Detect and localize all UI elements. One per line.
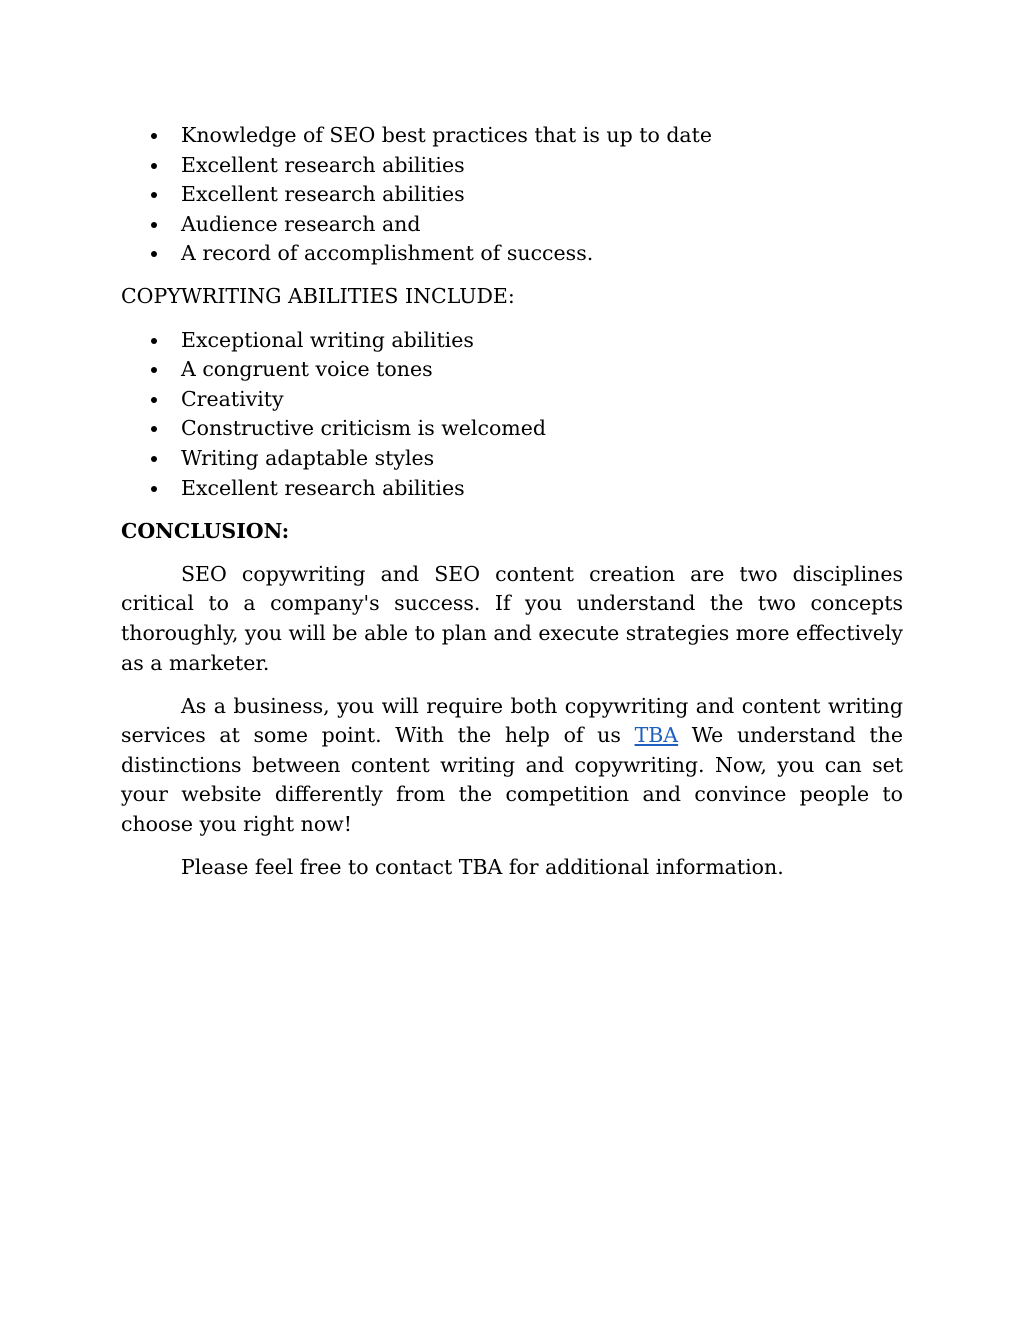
list-item-text: Audience research and (181, 211, 421, 236)
list-item-text: Constructive criticism is welcomed (181, 416, 546, 441)
list-item (121, 444, 903, 474)
list-item-text: Excellent research abilities (181, 475, 465, 500)
paragraph-text: We understand the distinctions between content writing and copywriting. Now, you can set your website differently from the competition and convince people to choose you right now! (121, 723, 903, 836)
bullet-icon (151, 133, 157, 139)
conclusion-paragraph-1: SEO copywriting and SEO content creation are two disciplines critical to a company's success. If you understand the two concepts thoroughly, you will be able to plan and execute strategies more effectively as a marketer. (121, 561, 903, 675)
bullet-icon (151, 426, 157, 432)
tba-link[interactable]: TBA (634, 723, 679, 748)
list-item (121, 474, 903, 504)
list-item-text: A congruent voice tones (181, 357, 433, 382)
bullet-icon (151, 222, 157, 228)
list-item-text: Excellent research abilities (181, 152, 465, 177)
list-item (121, 121, 903, 151)
skills-list (121, 121, 903, 269)
list-item-text: Creativity (181, 386, 284, 411)
bullet-icon (151, 486, 157, 492)
bullet-icon (151, 456, 157, 462)
conclusion-paragraph-2 (121, 692, 903, 840)
bullet-icon (151, 367, 157, 373)
bullet-icon (151, 251, 157, 257)
list-item (121, 326, 903, 356)
list-item (121, 414, 903, 444)
list-item-text: Writing adaptable styles (181, 445, 435, 470)
list-item (121, 385, 903, 415)
list-item-text: A record of accomplishment of success. (181, 241, 594, 266)
paragraph-text: As a business, you will require both copywriting and content writing services at some point. With the help of us (121, 693, 903, 748)
conclusion-paragraph-3: Please feel free to contact TBA for additional information. (181, 855, 784, 880)
list-item-text: Knowledge of SEO best practices that is up to date (181, 123, 713, 147)
bullet-icon (151, 338, 157, 344)
list-item-text: Exceptional writing abilities (181, 327, 474, 352)
list-item (121, 355, 903, 385)
list-item (121, 151, 903, 181)
document-content (121, 121, 903, 883)
list-item-text: Excellent research abilities (181, 182, 465, 207)
bullet-icon (151, 192, 157, 198)
list-item (121, 210, 903, 240)
bullet-icon (151, 163, 157, 169)
copywriting-abilities-list (121, 326, 903, 504)
bullet-icon (151, 397, 157, 403)
list-item (121, 239, 903, 269)
list-item (121, 180, 903, 210)
copywriting-heading: COPYWRITING ABILITIES INCLUDE: (121, 284, 515, 309)
conclusion-heading: CONCLUSION: (121, 518, 290, 543)
